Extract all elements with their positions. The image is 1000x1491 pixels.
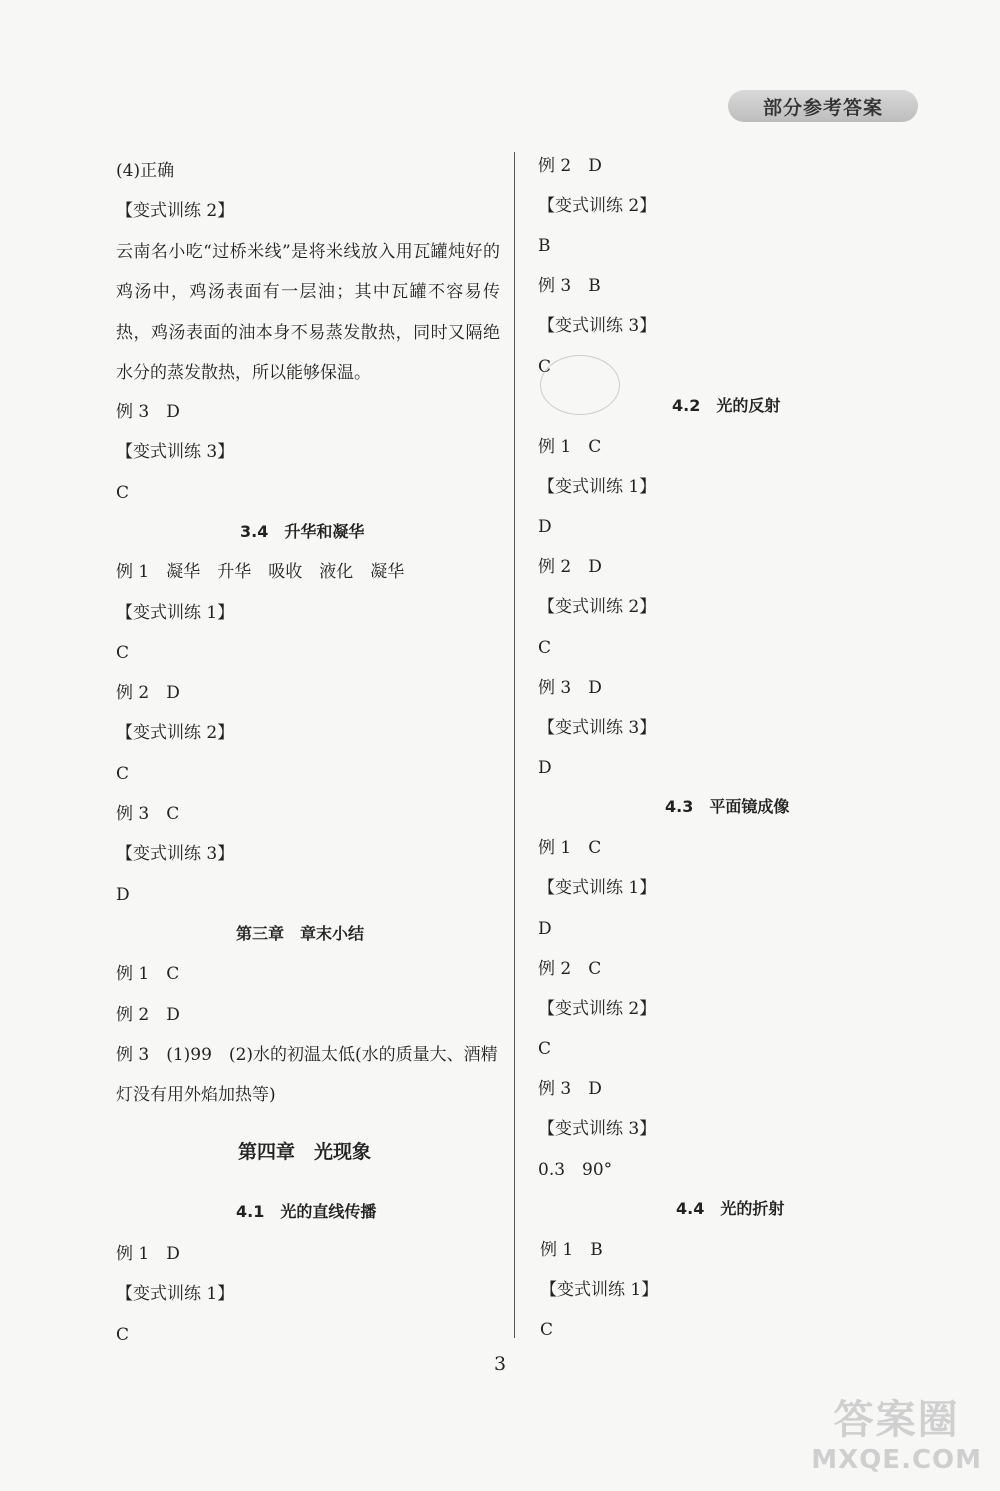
- answer-line: D: [538, 517, 552, 537]
- answer-line: 灯没有用外焰加热等): [116, 1085, 276, 1105]
- answer-line: D: [538, 758, 552, 778]
- chapter-heading: 第四章 光现象: [238, 1141, 372, 1163]
- section-heading: 4.3 平面镜成像: [665, 797, 790, 816]
- section-heading: 3.4 升华和凝华: [240, 522, 365, 541]
- answer-line: D: [538, 919, 552, 939]
- exercise-label: 【变式训练 3】: [116, 844, 235, 864]
- exercise-label: 【变式训练 2】: [116, 201, 235, 221]
- exercise-label: 【变式训练 2】: [538, 597, 657, 617]
- exercise-label: 【变式训练 1】: [538, 477, 657, 497]
- answer-line: C: [116, 764, 130, 784]
- exercise-label: 【变式训练 3】: [538, 718, 657, 738]
- stamp-mark: [540, 355, 620, 415]
- answer-line: 例 3 D: [538, 1079, 602, 1099]
- exercise-label: 【变式训练 2】: [538, 999, 657, 1019]
- exercise-label: 【变式训练 1】: [540, 1280, 659, 1300]
- answer-line: C: [116, 1325, 130, 1345]
- exercise-label: 【变式训练 1】: [116, 603, 235, 623]
- answer-line: 例 2 D: [538, 156, 602, 176]
- answer-line: D: [116, 885, 130, 905]
- exercise-label: 【变式训练 3】: [538, 316, 657, 336]
- page-number: 3: [493, 1353, 507, 1375]
- column-divider: [514, 152, 515, 1338]
- watermark-line2: MXQE.COM: [811, 1445, 982, 1475]
- answer-line: 例 1 C: [538, 437, 602, 457]
- answer-line: 例 1 B: [540, 1240, 603, 1260]
- answer-line: 例 1 凝华 升华 吸收 液化 凝华: [116, 562, 405, 582]
- exercise-label: 【变式训练 3】: [116, 442, 235, 462]
- answer-line: C: [538, 357, 552, 377]
- exercise-label: 【变式训练 3】: [538, 1119, 657, 1139]
- answer-line: (4)正确: [116, 161, 175, 181]
- section-heading: 第三章 章末小结: [236, 924, 365, 943]
- answer-line: C: [540, 1320, 554, 1340]
- answer-line: C: [538, 1039, 552, 1059]
- section-heading: 4.4 光的折射: [676, 1199, 785, 1218]
- answer-line: 例 2 D: [116, 683, 180, 703]
- answer-line: 例 3 D: [538, 678, 602, 698]
- header-tab: 部分参考答案: [728, 90, 918, 122]
- watermark-logo: [811, 1388, 982, 1475]
- exercise-label: 【变式训练 1】: [116, 1284, 235, 1304]
- exercise-label: 【变式训练 2】: [116, 723, 235, 743]
- answer-line: 0.3 90°: [538, 1160, 613, 1180]
- answer-line: B: [538, 236, 551, 256]
- answer-line: 例 3 C: [116, 804, 180, 824]
- exercise-label: 【变式训练 1】: [538, 878, 657, 898]
- answer-line: 例 1 D: [116, 1244, 180, 1264]
- answer-line: 例 1 C: [538, 838, 602, 858]
- answer-line: 例 3 D: [116, 402, 180, 422]
- answer-line: 例 1 C: [116, 964, 180, 984]
- answer-line: 例 2 C: [538, 959, 602, 979]
- answer-line: C: [116, 483, 130, 503]
- exercise-label: 【变式训练 2】: [538, 196, 657, 216]
- watermark-line1: 答案圈: [833, 1397, 960, 1443]
- section-heading: 4.2 光的反射: [672, 396, 781, 415]
- answer-line: 例 2 D: [116, 1005, 180, 1025]
- answer-line: C: [538, 638, 552, 658]
- section-heading: 4.1 光的直线传播: [236, 1202, 377, 1221]
- answer-paragraph: 云南名小吃“过桥米线”是将米线放入用瓦罐炖好的鸡汤中，鸡汤表面有一层油；其中瓦罐不容易传热，鸡汤表面的油本身不易蒸发散热，同时又隔绝水分的蒸发散热，所以能够保温。: [116, 242, 500, 383]
- answer-line: C: [116, 643, 130, 663]
- answer-line: 例 3 (1)99 (2)水的初温太低(水的质量大、酒精: [116, 1045, 498, 1065]
- answer-line: 例 3 B: [538, 276, 601, 296]
- answer-line: 例 2 D: [538, 557, 602, 577]
